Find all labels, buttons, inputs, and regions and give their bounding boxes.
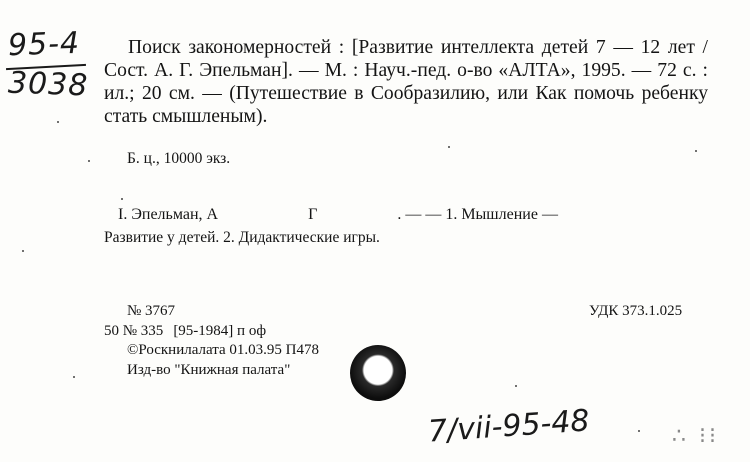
book-chamber-line: ©Роскнилалата 01.03.95 П478 xyxy=(127,342,319,358)
punch-hole xyxy=(350,345,406,401)
scan-speck xyxy=(448,146,450,148)
scan-speck xyxy=(73,376,75,378)
tracing-initial: Г xyxy=(308,206,318,223)
publisher-line: Изд-во "Книжная палата" xyxy=(127,362,291,378)
scan-speck xyxy=(638,430,640,432)
tracing-subject-1: . — — 1. Мышление — xyxy=(397,206,558,223)
scan-speck xyxy=(515,385,517,387)
handwritten-shelf-top: 95-4 xyxy=(7,25,81,64)
price-run-line: Б. ц., 10000 экз. xyxy=(127,150,231,167)
scan-speck xyxy=(121,198,123,200)
card-number: № 3767 xyxy=(127,303,176,319)
tracing-author: I. Эпельман, А xyxy=(118,206,219,223)
tracing-line-1 xyxy=(118,206,558,224)
tracing-line-2: Развитие у детей. 2. Дидактические игры. xyxy=(104,229,380,246)
main-entry-text: Поиск закономерностей : [Развитие интеллекта детей 7 — 12 лет / Сост. А. Г. Эпельман]. — М. : Науч.-пед. о-во «АЛТА», 1995. — 72 с. : ил.; 20 см. — (Путешествие в Сообразилию, или Как помочь ребенку стать смышленым). xyxy=(104,37,708,127)
handwritten-corner-mark: ∴ ⁝⁝ xyxy=(672,424,719,449)
handwritten-footer-code: 7/vii-95-48 xyxy=(426,403,591,450)
registration-line xyxy=(104,323,266,340)
scan-speck xyxy=(695,150,697,152)
registration-detail: [95-1984] п оф xyxy=(173,323,267,339)
scan-speck xyxy=(88,160,90,162)
registration-prefix: 50 xyxy=(104,323,119,339)
handwritten-shelf-bottom: 3038 xyxy=(7,65,89,104)
scan-speck xyxy=(22,250,24,252)
scan-speck xyxy=(57,121,59,123)
udk-code: УДК 373.1.025 xyxy=(589,303,683,319)
bibliographic-description xyxy=(104,36,708,128)
registration-number: № 335 xyxy=(122,323,164,339)
